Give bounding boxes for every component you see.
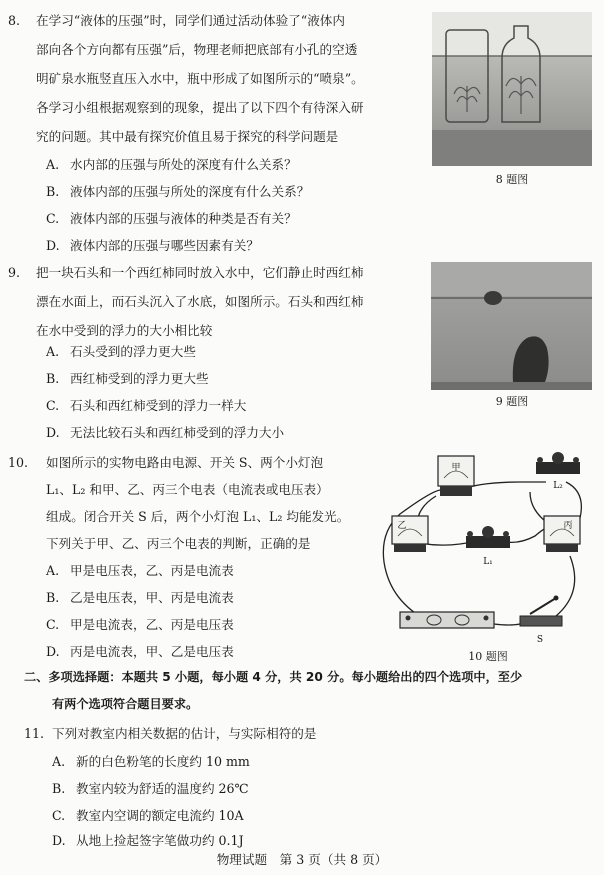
option-text: 甲是电压表，乙、丙是电流表	[70, 563, 234, 578]
figure-10-circuit	[370, 452, 596, 648]
question-stem-line: 部向各个方向都有压强”后，物理老师把底部有小孔的空透	[36, 42, 358, 57]
option-d	[52, 833, 244, 849]
option-c	[46, 211, 297, 227]
option-b	[46, 590, 234, 606]
meter-label: 乙	[397, 521, 407, 531]
option-d	[46, 425, 284, 441]
meter-label: 甲	[451, 463, 461, 473]
option-text: 石头和西红柿受到的浮力一样大	[70, 398, 247, 413]
question-number: 10.	[8, 455, 29, 470]
question-stem-line: 明矿泉水瓶竖直压入水中，瓶中形成了如图所示的“喷泉”。	[36, 71, 364, 86]
question-stem-line: 把一块石头和一个西红柿同时放入水中，它们静止时西红柿	[36, 265, 364, 280]
question-stem-line: 各学习小组根据观察到的现象，提出了以下四个有待深入研	[36, 100, 364, 115]
meter-yi	[392, 516, 428, 552]
option-c	[46, 617, 234, 633]
question-stem-line: 如图所示的实物电路由电源、开关 S、两个小灯泡	[46, 455, 324, 470]
option-letter: A.	[52, 754, 66, 769]
tomato-shape	[484, 291, 502, 305]
question-stem-line: 组成。闭合开关 S 后，两个小灯泡 L₁、L₂ 均能发光。	[46, 509, 350, 524]
section-heading-line: 二、多项选择题：本题共 5 小题，每小题 4 分，共 20 分。每小题给出的四个选项中，至少	[24, 670, 523, 684]
lamp-label: L₂	[553, 481, 563, 491]
option-letter: B.	[52, 781, 66, 796]
option-letter: A.	[46, 344, 60, 359]
option-letter: C.	[46, 211, 60, 226]
option-text: 无法比较石头和西红柿受到的浮力大小	[70, 425, 285, 440]
option-text: 西红柿受到的浮力更大些	[70, 371, 209, 386]
battery-box	[400, 612, 494, 628]
option-letter: D.	[46, 644, 60, 659]
option-letter: B.	[46, 590, 60, 605]
option-c	[52, 808, 244, 824]
option-a	[52, 754, 250, 770]
option-letter: C.	[46, 617, 60, 632]
option-letter: D.	[46, 238, 60, 253]
page-footer: 物理试题 第 3 页（共 8 页）	[216, 852, 388, 867]
option-letter: C.	[46, 398, 60, 413]
option-text: 乙是电压表，甲、丙是电流表	[70, 590, 234, 605]
option-letter: A.	[46, 157, 60, 172]
option-letter: C.	[52, 808, 66, 823]
meter-bing	[544, 516, 580, 552]
meter-label: 丙	[563, 521, 573, 531]
option-letter: A.	[46, 563, 60, 578]
option-b	[46, 184, 309, 200]
option-text: 丙是电流表，甲、乙是电压表	[70, 644, 234, 659]
option-letter: D.	[52, 833, 66, 848]
option-a	[46, 344, 196, 360]
switch-label: S	[536, 635, 544, 645]
option-text: 从地上捡起签字笔做功约 0.1J	[76, 833, 244, 848]
option-text: 液体内部的压强与所处的深度有什么关系？	[70, 184, 310, 199]
figure-9-caption: 9 题图	[495, 395, 529, 408]
option-d	[46, 644, 234, 660]
option-letter: B.	[46, 371, 60, 386]
option-text: 教室内较为舒适的温度约 26℃	[76, 781, 249, 796]
lamp-label: L₁	[483, 557, 493, 567]
option-text: 液体内部的压强与哪些因素有关？	[70, 238, 259, 253]
option-b	[52, 781, 249, 797]
lamp-l1	[466, 526, 510, 567]
option-text: 甲是电流表，乙、丙是电压表	[70, 617, 234, 632]
meter-jia	[438, 456, 474, 496]
question-stem-line: 在学习“液体的压强”时，同学们通过活动体验了“液体内	[36, 13, 345, 28]
section-heading-line: 有两个选项符合题目要求。	[52, 697, 199, 711]
lamp-l2	[536, 452, 580, 491]
question-number: 9.	[8, 265, 21, 280]
option-text: 新的白色粉笔的长度约 10 mm	[76, 754, 250, 769]
option-text: 教室内空调的额定电流约 10A	[76, 808, 244, 823]
question-stem-line: 下列关于甲、乙、丙三个电表的判断，正确的是	[46, 536, 311, 551]
option-d	[46, 238, 259, 254]
option-text: 石头受到的浮力更大些	[70, 344, 196, 359]
option-a	[46, 563, 234, 579]
option-text: 液体内部的压强与液体的种类是否有关？	[70, 211, 297, 226]
figure-9-photo	[431, 262, 592, 390]
figure-10-caption: 10 题图	[468, 650, 508, 663]
question-stem-line: 下列对教室内相关数据的估计，与实际相符的是	[52, 726, 317, 741]
question-number: 11.	[24, 726, 45, 741]
question-stem-line: 究的问题。其中最有探究价值且易于探究的科学问题是	[36, 129, 339, 144]
question-stem-line: 漂在水面上，而石头沉入了水底，如图所示。石头和西红柿	[36, 294, 364, 309]
option-c	[46, 398, 246, 414]
question-stem-line: 在水中受到的浮力的大小相比较	[36, 323, 213, 338]
option-b	[46, 371, 209, 387]
question-stem-line: L₁、L₂ 和甲、乙、丙三个电表（电流表或电压表）	[46, 482, 329, 497]
option-letter: B.	[46, 184, 60, 199]
figure-8-caption: 8 题图	[495, 173, 529, 186]
option-letter: D.	[46, 425, 60, 440]
switch-s	[520, 596, 562, 646]
option-a	[46, 157, 297, 173]
option-text: 水内部的压强与所处的深度有什么关系？	[70, 157, 297, 172]
question-number: 8.	[8, 13, 21, 28]
figure-8-photo	[432, 12, 592, 166]
